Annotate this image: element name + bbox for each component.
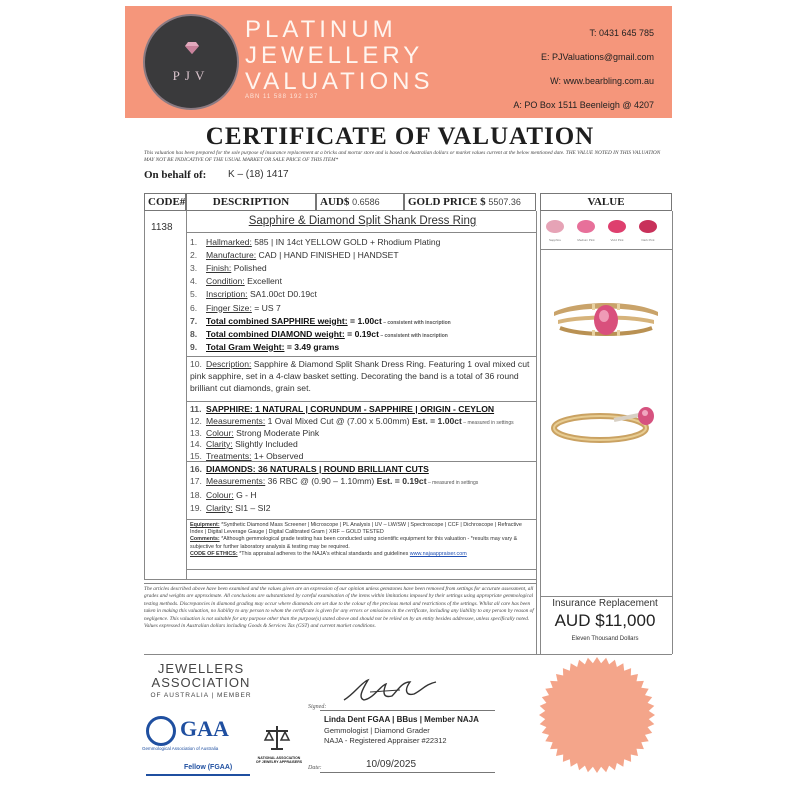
spec-line: 14. Clarity: Slightly Included [190,439,298,450]
behalf-value: K – (18) 1417 [228,169,289,180]
header-value: VALUE [540,193,672,211]
sapphire-heading: 11. SAPPHIRE: 1 NATURAL | CORUNDUM - SAPPHIRE | ORIGIN - CEYLON [190,404,495,414]
scales-icon [262,722,292,752]
gem-swatch [608,220,626,233]
spec-line: 2. Manufacture: CAD | HAND FINISHED | HANDSET [190,250,399,261]
signature-line [320,710,495,711]
handwritten-signature [340,676,445,706]
item-title: Sapphire & Diamond Split Shank Dress Ring [248,215,477,227]
gaa-fellow-label: Fellow (FGAA) [184,764,233,771]
header-aud: AUD$ 0.6586 [316,193,404,211]
gem-swatch [639,220,657,233]
table-divider [186,569,536,570]
behalf-label: On behalf of: [144,169,207,181]
spec-line: 17. Measurements: 36 RBC @ (0.90 – 1.10mm) Est. = 0.19ct – measured in settings [190,476,479,486]
letterhead-banner [125,6,672,118]
contact-website: W: www.bearbling.com.au [550,76,654,86]
header-code: CODE# [144,193,186,211]
table-divider [186,232,536,233]
gem-swatch-caption: Sapphire [548,238,561,242]
certificate-title: CERTIFICATE OF VALUATION [205,123,595,150]
spec-line: 18. Colour: G - H [190,489,257,500]
signer-registration: NAJA - Registered Appraiser #22312 [324,736,447,745]
table-divider [186,356,536,357]
table-divider [536,211,537,654]
naja-link[interactable]: www.najaappraiser.com [409,550,467,557]
ja-member-label: OF AUSTRALIA | MEMBER [150,692,252,699]
brand-line-1: PLATINUM [245,16,397,43]
spec-line: 12. Measurements: 1 Oval Mixed Cut @ (7.00 x 5.00mm) Est. = 1.00ct – measured in settings [190,416,514,426]
terms-fine-print: The articles described above have been examined and the values given are an expression of our opinion unless gemstones have been removed from settings for accurate assessment, all grades and weights are approximate. All conclusions are substantiated by careful examination of the items within limitations imposed by their settings using appropriate gemmological testing methods. Discrepancies in diamond grading may occur where diamonds are set due to the colour of the precious metal and restrictions of the settings. Whilst all care has been taken in making this valuation, no liability to any person to whom the certificate is given for any errors or omissions in the certificate, including any liability to any person by reason of negligence. This valuation is not suitable for any purpose other than the purpose(s) stated above and should not be relied on by an entity besides addressee, unless specifically noted. Values expressed in Australian dollars including Goods & Services Tax (GST) and current market conditions. [144,586,534,630]
valuation-date: 10/09/2025 [366,759,417,770]
gem-swatch-caption: Medium Pink [577,238,595,242]
table-divider [540,211,541,654]
gem-swatch [577,220,595,233]
description-paragraph: 10. Description: Sapphire & Diamond Split Shank Dress Ring. Featuring 1 oval mixed cut pink sapphire, set in a 4-claw basket setting. Decorating the band is a total of 36 round brilliant cut diamonds, grain set. [190,359,530,393]
embossed-seal [538,656,656,774]
brand-line-2: JEWELLERY [245,42,424,69]
gem-swatch [546,220,564,233]
table-divider [540,596,672,597]
table-border [144,211,145,579]
table-divider [186,401,536,402]
contact-address: A: PO Box 1511 Beenleigh @ 4207 [513,100,654,110]
table-divider [144,579,536,580]
date-line [320,772,495,773]
gaa-globe-icon [146,716,176,746]
ring-side-image [548,400,664,448]
table-divider [144,583,536,584]
table-divider [540,249,672,250]
spec-line: 4. Condition: Excellent [190,276,282,287]
diamond-heading: 16. DIAMONDS: 36 NATURALS | ROUND BRILLIANT CUTS [190,464,429,474]
spec-line: 9. Total Gram Weight: = 3.49 grams [190,341,340,352]
spec-line: 15. Treatments: 1+ Observed [190,450,304,461]
insurance-label: Insurance Replacement [552,598,658,609]
insurance-value-words: Eleven Thousand Dollars [571,636,639,642]
table-divider [186,211,187,579]
brand-line-3: VALUATIONS [245,68,434,95]
signed-label: Signed: [308,704,327,710]
equipment-notes: Equipment: *Synthetic Diamond Mass Screener | Microscope | PL Analysis | UV – LW/SW | Spectroscope | CCF | Dichroscope | Refractive Index | Digital Leverage Gauge | Digital Calibrated Gram | XRF – GOLD TESTED Comments: *Although gemmological grade testing has been conducted using scientific equipment for this valuation - *results may vary & subjective for further laboratory analysis & testing may be required. CODE OF ETHICS: *This appraisal adheres to the NAJA's ethical standards and guidelines www.najaappraiser.com [190,522,522,557]
diamond-icon [185,42,199,54]
spec-line: 13. Colour: Strong Moderate Pink [190,427,320,438]
date-label: Date: [308,765,322,771]
spec-line: 7. Total combined SAPPHIRE weight: = 1.00ct – consistent with inscription [190,315,451,326]
gem-colour-swatches [540,216,670,246]
contact-email: E: PJValuations@gmail.com [540,52,654,62]
table-divider [540,654,672,655]
header-gold-price: GOLD PRICE $ 5507.36 [404,193,536,211]
aud-rate: 0.6586 [352,197,380,207]
table-border [672,211,673,654]
fellow-underline [146,774,250,776]
gem-swatch-caption: Dark Pink [641,238,655,242]
gem-swatch-caption: Vivid Pink [610,238,624,242]
gaa-subtitle: Gemmological Association of Australia [142,746,219,751]
spec-line: 1. Hallmarked: 585 | IN 14ct YELLOW GOLD + Rhodium Plating [190,237,441,247]
item-code: 1138 [151,222,173,233]
insurance-value: AUD $11,000 [554,611,656,630]
spec-line: 19. Clarity: SI1 – SI2 [190,503,271,513]
naja-caption: NATIONAL ASSOCIATION OF JEWELRY APPRAISERS [255,756,303,764]
spec-line: 5. Inscription: SA1.00ct D0.19ct [190,289,317,300]
signer-name: Linda Dent FGAA | BBus | Member NAJA [324,715,479,724]
table-divider [144,654,540,655]
pjv-logo [143,14,239,110]
logo-initials: PJV [172,68,210,83]
contact-phone: T: 0431 645 785 [589,28,654,38]
signer-role: Gemmologist | Diamond Grader [324,726,430,735]
gold-price-value: 5507.36 [488,197,521,207]
ring-front-image [548,290,664,352]
valuation-disclaimer: This valuation has been prepared for the sole purpose of insurance replacement at a bricks and mortar store and is based on Australian dollars or market values current at the below mentioned date. THE VALUE NOTED IN THIS VALUATION MAY NOT BE INDICATIVE OF THE USUAL MARKET OR SALE PRICE OF THIS ITEM* [144,150,661,163]
spec-line: 8. Total combined DIAMOND weight: = 0.19ct – consistent with inscription [190,328,448,339]
spec-line: 6. Finger Size: = US 7 [190,302,281,313]
jewellers-association-logo: JEWELLERS ASSOCIATION [151,661,251,690]
gaa-logo-text: GAA [180,716,229,741]
table-divider [186,519,536,520]
spec-line: 3. Finish: Polished [190,263,267,274]
abn-number: ABN 11 588 192 137 [245,94,319,100]
header-description: DESCRIPTION [186,193,316,211]
